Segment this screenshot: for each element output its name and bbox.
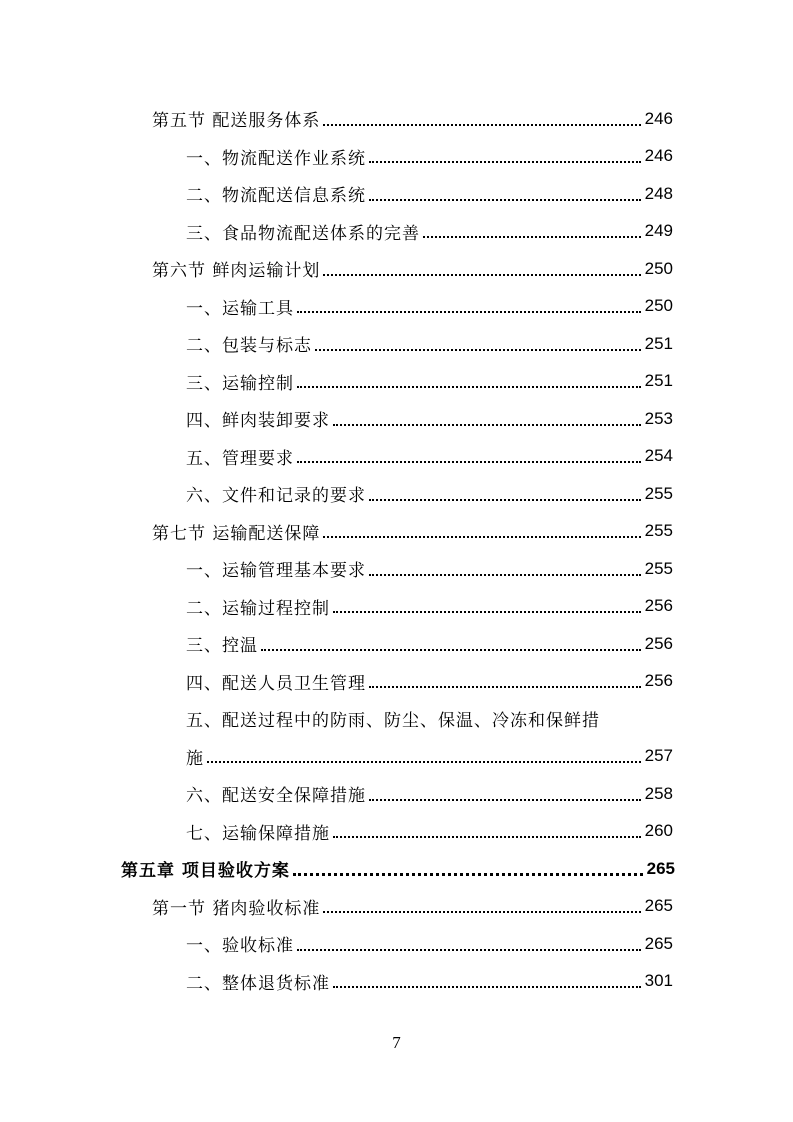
toc-entry-subsection[interactable] (0, 775, 793, 813)
toc-entry-page: 246 (644, 108, 673, 128)
toc-entry-subsection[interactable] (0, 288, 793, 326)
toc-entry-label: 三、食品物流配送体系的完善 (186, 223, 420, 244)
toc-entry-label: 四、配送人员卫生管理 (186, 673, 366, 694)
toc-leader-dots (293, 873, 643, 876)
toc-entry-page: 249 (644, 221, 673, 241)
toc-entry-subsection[interactable] (0, 550, 793, 588)
toc-leader-dots (297, 386, 641, 388)
toc-entry-subsection[interactable] (0, 400, 793, 438)
toc-entry-subsection[interactable] (0, 213, 793, 251)
toc-leader-dots (323, 124, 640, 126)
toc-entry-page: 257 (644, 746, 673, 766)
toc-entry-label: 三、运输控制 (186, 373, 294, 394)
toc-entry-label: 二、物流配送信息系统 (186, 186, 366, 207)
toc-entry-subsection[interactable] (0, 438, 793, 476)
toc-entry-label: 六、文件和记录的要求 (186, 486, 366, 507)
toc-entry-subsection[interactable] (0, 175, 793, 213)
toc-leader-dots (333, 611, 641, 613)
toc-entry-page: 250 (644, 258, 673, 278)
table-of-contents (0, 100, 793, 1000)
toc-leader-dots (369, 799, 641, 801)
toc-entry-page: 251 (644, 333, 673, 353)
toc-entry-page: 256 (644, 596, 673, 616)
toc-entry-section[interactable] (0, 513, 793, 551)
toc-leader-dots (297, 949, 641, 951)
toc-entry-page: 265 (644, 896, 673, 916)
toc-entry-page: 246 (644, 146, 673, 166)
toc-entry-subsection[interactable] (0, 663, 793, 701)
toc-entry-label: 第一节 猪肉验收标准 (152, 898, 321, 919)
toc-leader-dots (323, 536, 640, 538)
toc-entry-subsection[interactable] (0, 325, 793, 363)
toc-entry-label: 五、管理要求 (186, 448, 294, 469)
toc-entry-page: 255 (644, 558, 673, 578)
toc-entry-label: 一、验收标准 (186, 936, 294, 957)
toc-entry-subsection[interactable] (0, 588, 793, 626)
toc-entry-label: 二、整体退货标准 (186, 973, 330, 994)
toc-entry-label: 第七节 运输配送保障 (152, 523, 321, 544)
toc-entry-page: 253 (644, 408, 673, 428)
toc-entry-section[interactable] (0, 250, 793, 288)
toc-entry-page: 251 (644, 371, 673, 391)
toc-entry-page: 250 (644, 296, 673, 316)
toc-entry-page: 255 (644, 521, 673, 541)
toc-entry-subsection[interactable] (0, 475, 793, 513)
toc-leader-dots (369, 574, 641, 576)
toc-entry-subsection-continuation[interactable] (0, 738, 793, 776)
toc-leader-dots (369, 199, 641, 201)
toc-entry-page: 260 (644, 821, 673, 841)
toc-leader-dots (323, 274, 640, 276)
toc-entry-subsection-wrapped[interactable] (0, 700, 793, 738)
toc-entry-label: 二、包装与标志 (186, 336, 312, 357)
toc-entry-page: 248 (644, 183, 673, 203)
toc-entry-label-line1: 五、配送过程中的防雨、防尘、保温、冷冻和保鲜措 (186, 711, 600, 732)
toc-entry-label: 四、鲜肉装卸要求 (186, 411, 330, 432)
toc-leader-dots (207, 761, 641, 763)
toc-leader-dots (369, 686, 641, 688)
toc-entry-page: 254 (644, 446, 673, 466)
toc-entry-page: 265 (646, 858, 675, 878)
toc-entry-section[interactable] (0, 888, 793, 926)
toc-entry-section[interactable] (0, 100, 793, 138)
toc-entry-page: 301 (644, 971, 673, 991)
toc-entry-label-line2: 施 (186, 748, 204, 769)
toc-entry-page: 256 (644, 633, 673, 653)
toc-entry-label: 一、运输管理基本要求 (186, 561, 366, 582)
toc-entry-chapter[interactable] (0, 850, 793, 888)
toc-entry-page: 258 (644, 783, 673, 803)
toc-leader-dots (261, 649, 641, 651)
toc-entry-label: 七、运输保障措施 (186, 823, 330, 844)
toc-entry-page: 256 (644, 671, 673, 691)
toc-entry-label: 第六节 鲜肉运输计划 (152, 261, 321, 282)
toc-leader-dots (369, 161, 641, 163)
toc-entry-label: 第五节 配送服务体系 (152, 111, 321, 132)
toc-entry-page: 255 (644, 483, 673, 503)
toc-leader-dots (315, 349, 641, 351)
toc-entry-subsection[interactable] (0, 963, 793, 1001)
toc-entry-subsection[interactable] (0, 925, 793, 963)
toc-leader-dots (297, 461, 641, 463)
toc-entry-label: 一、物流配送作业系统 (186, 148, 366, 169)
toc-entry-label: 三、控温 (186, 636, 258, 657)
toc-leader-dots (297, 311, 641, 313)
toc-leader-dots (369, 499, 641, 501)
toc-entry-label: 一、运输工具 (186, 298, 294, 319)
toc-entry-subsection[interactable] (0, 625, 793, 663)
toc-entry-subsection[interactable] (0, 138, 793, 176)
toc-leader-dots (333, 424, 641, 426)
toc-entry-label: 二、运输过程控制 (186, 598, 330, 619)
toc-leader-dots (333, 986, 641, 988)
page-number: 7 (392, 1033, 401, 1052)
toc-leader-dots (323, 911, 640, 913)
toc-entry-label: 第五章 项目验收方案 (121, 861, 290, 882)
toc-leader-dots (333, 836, 641, 838)
toc-entry-page: 265 (644, 933, 673, 953)
toc-entry-subsection[interactable] (0, 813, 793, 851)
toc-leader-dots (423, 236, 641, 238)
toc-entry-label: 六、配送安全保障措施 (186, 786, 366, 807)
toc-entry-subsection[interactable] (0, 363, 793, 401)
